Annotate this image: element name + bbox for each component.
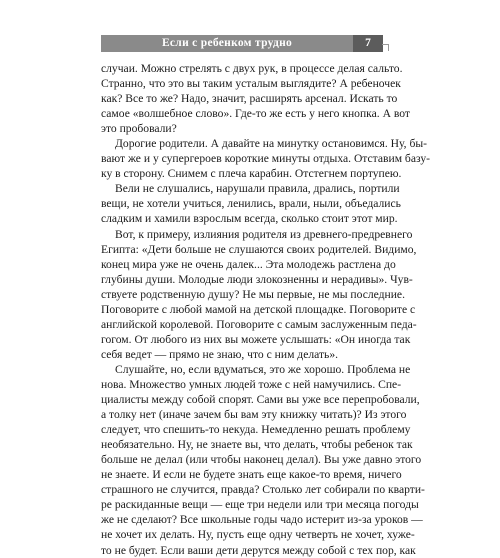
text-line: нова. Множество умных людей тоже с ней намучились. Спе- — [101, 377, 402, 391]
text-line: Поговорите с любой мамой на детской площадке. Поговорите с — [101, 302, 416, 316]
text-line: же не сделают? Все школьные годы чадо истерит из-за уроков — — [101, 513, 423, 527]
running-header-title: Если с ребенком трудно — [161, 37, 293, 49]
text-line: а толку нет (иначе зачем бы вам эту книжку читать)? Из этого — [101, 408, 407, 422]
text-line: вают же и у супергероев короткие минуты отдыха. Отставим базу- — [101, 152, 430, 166]
text-line: это пробовали? — [101, 122, 177, 136]
text-line: как? Все то же? Надо, значит, расширять арсенал. Искать то — [101, 92, 398, 106]
text-line: самое «волшебное слово». Где-то же есть у него кнопка. А вот — [101, 107, 410, 121]
text-line: глубины души. Молодые люди злокозненны и нерадивы». Чув- — [101, 272, 413, 286]
text-line: циалисты между собой спорят. Сами вы уже все перепробовали, — [101, 393, 420, 407]
text-line: вещи, не хотели учиться, ленились, врали, ныли, объедались — [101, 197, 401, 211]
text-line: ре раскиданные вещи — еще три недели или три месяца погоды — [101, 498, 419, 512]
text-line: сладким и хамили взрослым всегда, сколько стоит этот мир. — [101, 212, 398, 226]
corner-mark-icon — [382, 44, 389, 51]
text-line: Странно, что это вы таким усталым выглядите? А ребеночек — [101, 77, 401, 91]
page-number-box — [353, 35, 383, 52]
text-line: гогом. От любого из них вы можете услышать: «Он иногда так — [101, 332, 411, 346]
text-line: Вот, к примеру, излияния родителя из древнего-предревнего — [115, 227, 413, 241]
text-line: больше не делал (или чтобы наконец делал). Вы уже давно этого — [101, 453, 422, 467]
text-line: конец мира уже не очень далек... Эта молодежь растлена до — [101, 257, 396, 271]
text-line: Дорогие родители. А давайте на минутку остановимся. Ну, бы- — [115, 137, 428, 151]
text-line: себя ведет — прямо не знаю, что с ним делать». — [101, 347, 339, 361]
running-header — [101, 35, 353, 52]
text-line: ствуете родственную душу? Не мы первые, не мы последние. — [101, 287, 405, 301]
text-line: следует, что спешить-то некуда. Немедленно решать проблему — [101, 423, 411, 437]
body-text — [101, 61, 430, 558]
text-line: не знаете. И если не будете знать еще какое-то время, ничего — [101, 468, 402, 482]
text-line: ку в сторону. Снимем с плеча карабин. Отстегнем портупею. — [101, 167, 402, 181]
text-line: то не будет. Если ваши дети дерутся между собой с тех пор, как — [101, 543, 416, 557]
text-line: необязательно. Ну, не знаете вы, что делать, чтобы ребенок так — [101, 438, 413, 452]
text-line: не хочет их делать. Ну, пусть еще одну четверть не хочет, хуже- — [101, 528, 415, 542]
text-line: Вели не слушались, нарушали правила, дрались, портили — [115, 182, 400, 196]
text-line: Слушайте, но, если вдуматься, это же хорошо. Проблема не — [115, 362, 411, 376]
page-number: 7 — [365, 37, 371, 49]
text-line: Египта: «Дети больше не слушаются своих родителей. Видимо, — [101, 242, 417, 256]
text-line: случаи. Можно стрелять с двух рук, в процессе делая сальто. — [101, 62, 403, 75]
text-line: английской королевой. Поговорите с самым заслуженным педа- — [101, 317, 417, 331]
text-line: страшного не случится, правда? Столько лет собирали по кварти- — [101, 483, 425, 497]
